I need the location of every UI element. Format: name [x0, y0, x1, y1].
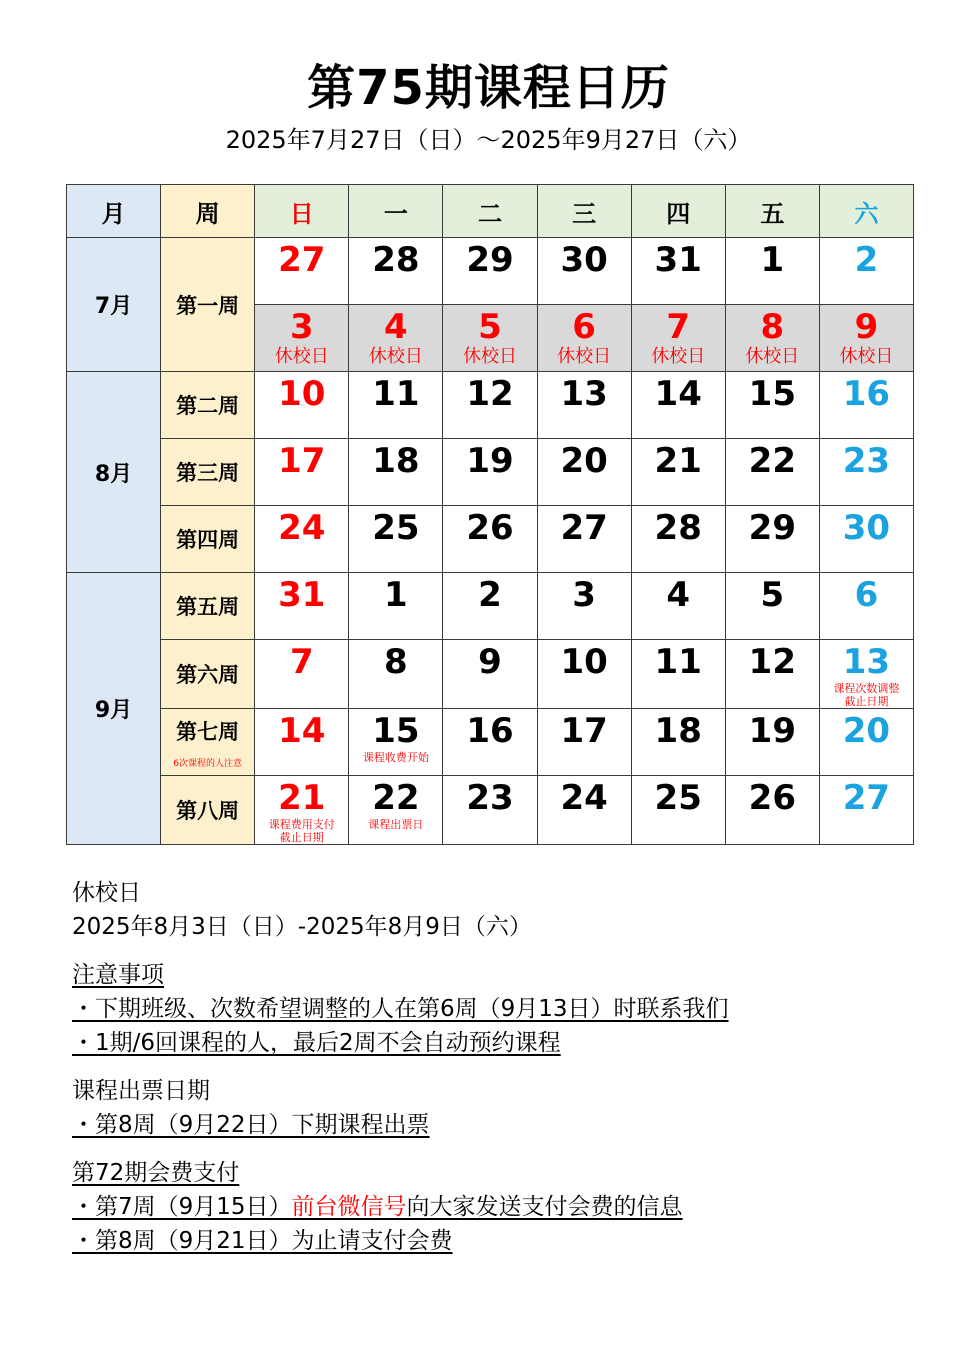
day-number: 15: [748, 374, 796, 414]
week-label: 第八周: [161, 776, 255, 845]
day-cell: [819, 709, 913, 776]
day-cell: [819, 238, 913, 305]
day-cell: [819, 439, 913, 506]
day-number: 21: [278, 778, 326, 818]
holiday-label: 休校日: [839, 346, 894, 367]
week-label: 第四周: [161, 506, 255, 573]
day-cell: [443, 238, 537, 305]
day-header-tue: 二: [443, 185, 537, 238]
week-row: [67, 573, 914, 640]
day-cell: [819, 573, 913, 640]
day-cell: [443, 640, 537, 709]
day-number: 13: [842, 642, 891, 682]
day-number: 6: [572, 307, 596, 347]
week-label: 第三周: [161, 439, 255, 506]
day-number: 31: [278, 575, 326, 615]
day-number: 1: [384, 575, 408, 615]
day-header-sat: 六: [819, 185, 913, 238]
day-cell: [631, 372, 725, 439]
day-cell: [349, 506, 443, 573]
month-label: 8月: [67, 372, 161, 573]
day-cell: [255, 776, 349, 845]
day-number: 21: [654, 441, 702, 481]
day-number: 27: [278, 240, 326, 280]
day-number: 7: [666, 307, 691, 347]
day-cell: [443, 439, 537, 506]
day-header-fri: 五: [725, 185, 819, 238]
day-cell: [819, 640, 913, 709]
day-cell: [725, 372, 819, 439]
fee-item: [72, 1190, 952, 1224]
date-range-subtitle: 2025年7月27日（日）～2025年9月27日（六）: [225, 126, 752, 154]
week-row: [67, 709, 914, 776]
fee-item-1-prefix: ・第7周（9月15日）: [72, 1194, 292, 1220]
day-number: 5: [478, 307, 502, 347]
week-row: [67, 776, 914, 845]
day-number: 30: [842, 508, 891, 548]
day-cell: [631, 640, 725, 709]
fee-title: 第72期会费支付: [72, 1160, 240, 1186]
week-row: [67, 506, 914, 573]
day-number: 31: [654, 240, 702, 280]
day-cell: [725, 709, 819, 776]
week-row: [67, 640, 914, 709]
course-calendar-table: [66, 184, 914, 845]
day-number: 28: [654, 508, 702, 548]
fee-item-2: ・第8周（9月21日）为止请支付会费: [72, 1228, 453, 1254]
day-number: 17: [560, 711, 608, 751]
day-number: 24: [278, 508, 326, 548]
day-cell: [537, 640, 631, 709]
ticket-title: 课程出票日期: [72, 1078, 210, 1104]
day-number: 14: [278, 711, 326, 751]
holiday-title: 休校日: [72, 880, 141, 906]
day-cell: [255, 439, 349, 506]
day-number: 27: [842, 778, 891, 818]
day-cell: [819, 506, 913, 573]
day-cell: [349, 573, 443, 640]
day-cell: [819, 776, 913, 845]
day-cell: [725, 238, 819, 305]
day-cell: [725, 506, 819, 573]
day-cell: [443, 573, 537, 640]
day-number: 10: [278, 374, 326, 414]
day-cell: [537, 372, 631, 439]
cell-note: 课程收费开始: [362, 751, 429, 764]
week-label: 第五周: [161, 573, 255, 640]
week-label: 第二周: [161, 372, 255, 439]
day-number: 18: [372, 441, 420, 481]
ticket-item-text: ・第8周（9月22日）下期课程出票: [72, 1112, 430, 1138]
holiday-cell: [349, 305, 443, 372]
day-number: 5: [760, 575, 785, 615]
day-number: 22: [748, 441, 796, 481]
cell-note: 课程出票日: [368, 818, 424, 831]
fee-item: [72, 1224, 952, 1258]
week-label: 第六周: [161, 640, 255, 709]
day-number: 2: [854, 240, 879, 280]
day-cell: [537, 506, 631, 573]
day-number: 9: [478, 642, 502, 682]
day-cell: [255, 640, 349, 709]
day-number: 29: [748, 508, 796, 548]
day-cell: [255, 709, 349, 776]
holiday-cell: [631, 305, 725, 372]
day-number: 27: [560, 508, 608, 548]
day-number: 30: [560, 240, 608, 280]
day-number: 8: [760, 307, 785, 347]
day-cell: [725, 640, 819, 709]
week-row: [67, 372, 914, 439]
week-label: 第七周: [176, 719, 240, 744]
ticket-item: [72, 1108, 952, 1142]
week-row: [67, 439, 914, 506]
day-number: 16: [466, 711, 514, 751]
attention-section: [72, 958, 952, 1060]
holiday-label: 休校日: [745, 346, 800, 367]
day-cell: [819, 372, 913, 439]
holiday-label: 休校日: [368, 346, 423, 367]
day-cell: [443, 372, 537, 439]
week-label: 第一周: [161, 238, 255, 372]
week-row: [67, 238, 914, 305]
cell-note: 课程费用支付: [268, 818, 335, 831]
holiday-label: 休校日: [557, 346, 612, 367]
day-cell: [631, 439, 725, 506]
day-number: 9: [854, 307, 879, 347]
holiday-range: 2025年8月3日（日）-2025年8月9日（六）: [72, 914, 532, 940]
day-cell: [349, 776, 443, 845]
day-number: 19: [466, 441, 514, 481]
day-number: 16: [842, 374, 891, 414]
day-number: 1: [760, 240, 785, 280]
day-header-wed: 三: [537, 185, 631, 238]
notes-section: [72, 876, 952, 1272]
day-cell: [537, 709, 631, 776]
day-cell: [631, 776, 725, 845]
cell-note: 截止日期: [844, 695, 889, 708]
week-header: 周: [161, 185, 255, 238]
holiday-label: 休校日: [462, 346, 517, 367]
day-number: 19: [748, 711, 796, 751]
day-number: 23: [842, 441, 891, 481]
holiday-label: 休校日: [651, 346, 706, 367]
day-number: 25: [372, 508, 420, 548]
holiday-cell: [819, 305, 913, 372]
day-header-mon: 一: [349, 185, 443, 238]
attention-title: 注意事项: [72, 962, 164, 988]
holiday-cell: [725, 305, 819, 372]
week-note: 6次课程的人注意: [173, 758, 243, 769]
day-cell: [443, 709, 537, 776]
day-number: 7: [289, 642, 314, 682]
day-number: 10: [560, 642, 608, 682]
holiday-section: [72, 876, 952, 944]
day-number: 22: [372, 778, 420, 818]
day-cell: [537, 573, 631, 640]
day-number: 3: [289, 307, 314, 347]
holiday-cell: [255, 305, 349, 372]
day-number: 20: [560, 441, 608, 481]
day-number: 29: [466, 240, 514, 280]
holiday-label: 休校日: [274, 346, 329, 367]
day-number: 28: [372, 240, 420, 280]
day-number: 14: [654, 374, 702, 414]
day-cell: [443, 776, 537, 845]
month-header: 月: [67, 185, 161, 238]
day-number: 11: [654, 642, 702, 682]
day-cell: [537, 238, 631, 305]
front-desk-wechat-text: 前台微信号: [291, 1194, 407, 1220]
day-header-thu: 四: [631, 185, 725, 238]
day-cell: [349, 238, 443, 305]
day-number: 8: [384, 642, 408, 682]
holiday-cell: [443, 305, 537, 372]
day-cell: [537, 439, 631, 506]
fee-item-1-suffix: 向大家发送支付会费的信息: [406, 1194, 683, 1220]
day-number: 12: [748, 642, 796, 682]
attention-item-text: ・下期班级、次数希望调整的人在第6周（9月13日）时联系我们: [72, 996, 729, 1022]
day-cell: [631, 238, 725, 305]
day-cell: [631, 506, 725, 573]
day-header-sun: 日: [255, 185, 349, 238]
day-cell: [255, 372, 349, 439]
day-number: 13: [560, 374, 608, 414]
fee-item-1: [72, 1194, 683, 1220]
day-cell: [349, 709, 443, 776]
day-cell: [349, 640, 443, 709]
day-number: 4: [384, 307, 408, 347]
attention-item: [72, 992, 952, 1026]
holiday-cell: [537, 305, 631, 372]
day-number: 18: [654, 711, 702, 751]
day-number: 25: [654, 778, 702, 818]
attention-item: [72, 1026, 952, 1060]
fee-section: [72, 1156, 952, 1258]
day-cell: [443, 506, 537, 573]
page-title: 第75期课程日历: [307, 60, 670, 116]
day-cell: [725, 776, 819, 845]
day-cell: [631, 709, 725, 776]
day-number: 26: [466, 508, 514, 548]
day-number: 15: [372, 711, 420, 751]
day-number: 24: [560, 778, 608, 818]
day-number: 6: [854, 575, 879, 615]
day-cell: [537, 776, 631, 845]
day-cell: [255, 506, 349, 573]
day-number: 23: [466, 778, 514, 818]
day-cell: [725, 573, 819, 640]
day-cell: [349, 439, 443, 506]
day-number: 2: [478, 575, 502, 615]
cell-note: 课程次数调整: [833, 682, 900, 695]
day-number: 20: [842, 711, 891, 751]
attention-item-text: ・1期/6回课程的人，最后2周不会自动预约课程: [72, 1030, 561, 1056]
day-number: 17: [278, 441, 326, 481]
day-cell: [255, 238, 349, 305]
month-label: 9月: [67, 573, 161, 845]
cell-note: 截止日期: [279, 831, 324, 844]
day-number: 3: [572, 575, 596, 615]
ticket-section: [72, 1074, 952, 1142]
day-number: 26: [748, 778, 796, 818]
calendar-header-row: [67, 185, 914, 238]
day-cell: [349, 372, 443, 439]
day-cell: [725, 439, 819, 506]
week-cell: [161, 709, 255, 776]
day-number: 11: [372, 374, 420, 414]
day-number: 4: [666, 575, 691, 615]
day-cell: [631, 573, 725, 640]
day-number: 12: [466, 374, 514, 414]
day-cell: [255, 573, 349, 640]
month-label: 7月: [67, 238, 161, 372]
